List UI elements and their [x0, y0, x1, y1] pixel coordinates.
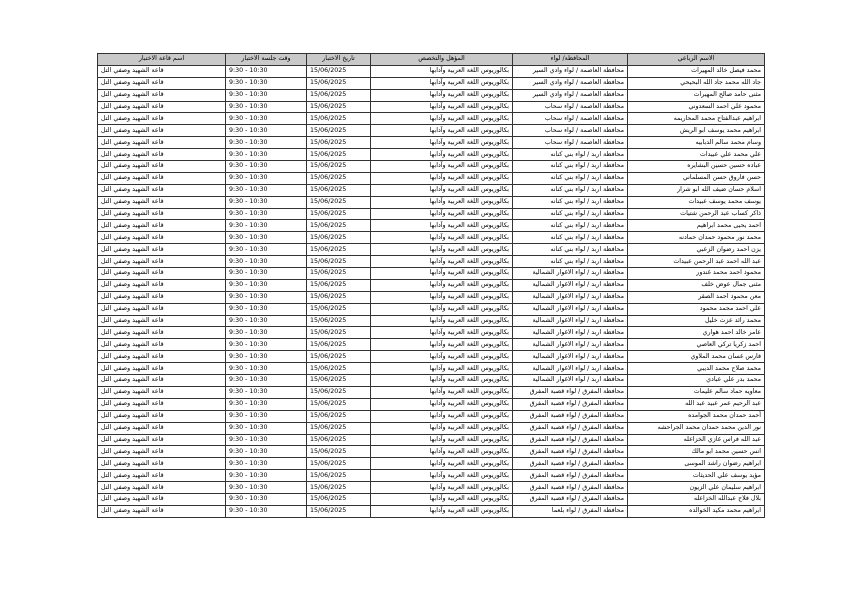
time-cell: 9:30 - 10:30: [226, 65, 307, 77]
governorate-cell: محافظة اربد / لواء بني كنانه: [513, 208, 628, 220]
qualification-cell: بكالوريوس اللغة العربية وآدابها: [371, 184, 513, 196]
name-cell: ابراهيم محمد مكيد الخوالده: [628, 505, 765, 517]
qualification-cell: بكالوريوس اللغة العربية وآدابها: [371, 125, 513, 137]
hall-cell: قاعة الشهيد وصفي التل: [98, 256, 226, 268]
qualification-cell: بكالوريوس اللغة العربية وآدابها: [371, 89, 513, 101]
governorate-cell: محافظة المفرق / لواء قصبة المفرق: [513, 386, 628, 398]
governorate-cell: محافظة المفرق / لواء قصبة المفرق: [513, 470, 628, 482]
governorate-cell: محافظة اربد / لواء الاغوار الشمالية: [513, 279, 628, 291]
header-name: الاسم الرباعي: [628, 54, 765, 66]
date-cell: 15/06/2025: [307, 125, 371, 137]
governorate-cell: محافظة اربد / لواء الاغوار الشمالية: [513, 351, 628, 363]
hall-cell: قاعة الشهيد وصفي التل: [98, 410, 226, 422]
name-cell: محمد فيصل خالد المهيرات: [628, 65, 765, 77]
qualification-cell: بكالوريوس اللغة العربية وآدابها: [371, 434, 513, 446]
hall-cell: قاعة الشهيد وصفي التل: [98, 137, 226, 149]
time-cell: 9:30 - 10:30: [226, 172, 307, 184]
name-cell: يوسف محمد يوسف عبيدات: [628, 196, 765, 208]
governorate-cell: محافظة اربد / لواء الاغوار الشمالية: [513, 363, 628, 375]
name-cell: فارس غسان محمد الملاوي: [628, 351, 765, 363]
governorate-cell: محافظة المفرق / لواء قصبة المفرق: [513, 410, 628, 422]
table-row: [98, 77, 765, 89]
name-cell: علي محمد علي عبيدات: [628, 149, 765, 161]
header-row: [98, 54, 765, 66]
date-cell: 15/06/2025: [307, 220, 371, 232]
table-row: [98, 244, 765, 256]
name-cell: عبد الرحيم عمر عبيد عبد الله: [628, 398, 765, 410]
date-cell: 15/06/2025: [307, 470, 371, 482]
time-cell: 9:30 - 10:30: [226, 196, 307, 208]
date-cell: 15/06/2025: [307, 375, 371, 387]
qualification-cell: بكالوريوس اللغة العربية وآدابها: [371, 268, 513, 280]
date-cell: 15/06/2025: [307, 398, 371, 410]
table-row: [98, 161, 765, 173]
exam-schedule-table: [97, 53, 765, 518]
document-sheet: [97, 53, 764, 518]
date-cell: 15/06/2025: [307, 101, 371, 113]
time-cell: 9:30 - 10:30: [226, 137, 307, 149]
qualification-cell: بكالوريوس اللغة العربية وآدابها: [371, 256, 513, 268]
qualification-cell: بكالوريوس اللغة العربية وآدابها: [371, 303, 513, 315]
header-hall: اسم قاعة الاختبار: [98, 54, 226, 66]
governorate-cell: محافظة اربد / لواء بني كنانه: [513, 161, 628, 173]
date-cell: 15/06/2025: [307, 505, 371, 517]
header-time: وقت جلسة الاختبار: [226, 54, 307, 66]
time-cell: 9:30 - 10:30: [226, 279, 307, 291]
time-cell: 9:30 - 10:30: [226, 505, 307, 517]
name-cell: حسن فاروق حسن المسلماني: [628, 172, 765, 184]
name-cell: احمد يحيى محمد ابراهيم: [628, 220, 765, 232]
hall-cell: قاعة الشهيد وصفي التل: [98, 172, 226, 184]
date-cell: 15/06/2025: [307, 113, 371, 125]
qualification-cell: بكالوريوس اللغة العربية وآدابها: [371, 137, 513, 149]
hall-cell: قاعة الشهيد وصفي التل: [98, 493, 226, 505]
qualification-cell: بكالوريوس اللغة العربية وآدابها: [371, 398, 513, 410]
table-row: [98, 113, 765, 125]
date-cell: 15/06/2025: [307, 410, 371, 422]
governorate-cell: محافظة المفرق / لواء قصبة المفرق: [513, 493, 628, 505]
time-cell: 9:30 - 10:30: [226, 398, 307, 410]
governorate-cell: محافظة اربد / لواء الاغوار الشمالية: [513, 268, 628, 280]
name-cell: اسلام حسان ضيف الله ابو شرار: [628, 184, 765, 196]
table-row: [98, 339, 765, 351]
hall-cell: قاعة الشهيد وصفي التل: [98, 422, 226, 434]
hall-cell: قاعة الشهيد وصفي التل: [98, 351, 226, 363]
hall-cell: قاعة الشهيد وصفي التل: [98, 113, 226, 125]
time-cell: 9:30 - 10:30: [226, 493, 307, 505]
header-qualification: المؤهل والتخصص: [371, 54, 513, 66]
governorate-cell: محافظة المفرق / لواء قصبة المفرق: [513, 398, 628, 410]
table-row: [98, 458, 765, 470]
date-cell: 15/06/2025: [307, 268, 371, 280]
date-cell: 15/06/2025: [307, 434, 371, 446]
qualification-cell: بكالوريوس اللغة العربية وآدابها: [371, 220, 513, 232]
time-cell: 9:30 - 10:30: [226, 208, 307, 220]
qualification-cell: بكالوريوس اللغة العربية وآدابها: [371, 339, 513, 351]
hall-cell: قاعة الشهيد وصفي التل: [98, 375, 226, 387]
table-row: [98, 470, 765, 482]
header-governorate: المحافظة/ لواء: [513, 54, 628, 66]
governorate-cell: محافظة اربد / لواء بني كنانه: [513, 172, 628, 184]
governorate-cell: محافظة اربد / لواء بني كنانه: [513, 256, 628, 268]
table-row: [98, 422, 765, 434]
governorate-cell: محافظة اربد / لواء بني كنانه: [513, 244, 628, 256]
time-cell: 9:30 - 10:30: [226, 256, 307, 268]
date-cell: 15/06/2025: [307, 89, 371, 101]
table-row: [98, 410, 765, 422]
qualification-cell: بكالوريوس اللغة العربية وآدابها: [371, 493, 513, 505]
governorate-cell: محافظة المفرق / لواء قصبة المفرق: [513, 458, 628, 470]
name-cell: وسام محمد سالم الدبابيه: [628, 137, 765, 149]
name-cell: علي احمد محمد محمود: [628, 303, 765, 315]
name-cell: احمد زكريا تركي العاصي: [628, 339, 765, 351]
date-cell: 15/06/2025: [307, 339, 371, 351]
time-cell: 9:30 - 10:30: [226, 410, 307, 422]
table-row: [98, 446, 765, 458]
qualification-cell: بكالوريوس اللغة العربية وآدابها: [371, 363, 513, 375]
governorate-cell: محافظة اربد / لواء الاغوار الشمالية: [513, 291, 628, 303]
date-cell: 15/06/2025: [307, 327, 371, 339]
qualification-cell: بكالوريوس اللغة العربية وآدابها: [371, 375, 513, 387]
date-cell: 15/06/2025: [307, 149, 371, 161]
hall-cell: قاعة الشهيد وصفي التل: [98, 77, 226, 89]
date-cell: 15/06/2025: [307, 446, 371, 458]
date-cell: 15/06/2025: [307, 422, 371, 434]
governorate-cell: محافظة اربد / لواء بني كنانه: [513, 232, 628, 244]
table-row: [98, 291, 765, 303]
governorate-cell: محافظة المفرق / لواء قصبة المفرق: [513, 446, 628, 458]
qualification-cell: بكالوريوس اللغة العربية وآدابها: [371, 470, 513, 482]
time-cell: 9:30 - 10:30: [226, 184, 307, 196]
name-cell: عامر خالد احمد هواري: [628, 327, 765, 339]
hall-cell: قاعة الشهيد وصفي التل: [98, 268, 226, 280]
governorate-cell: محافظة العاصمة / لواء سحاب: [513, 101, 628, 113]
hall-cell: قاعة الشهيد وصفي التل: [98, 125, 226, 137]
name-cell: ذاكر كساب عبد الرحمن شتيات: [628, 208, 765, 220]
time-cell: 9:30 - 10:30: [226, 89, 307, 101]
time-cell: 9:30 - 10:30: [226, 220, 307, 232]
hall-cell: قاعة الشهيد وصفي التل: [98, 482, 226, 494]
table-row: [98, 184, 765, 196]
hall-cell: قاعة الشهيد وصفي التل: [98, 339, 226, 351]
qualification-cell: بكالوريوس اللغة العربية وآدابها: [371, 196, 513, 208]
time-cell: 9:30 - 10:30: [226, 470, 307, 482]
date-cell: 15/06/2025: [307, 65, 371, 77]
time-cell: 9:30 - 10:30: [226, 363, 307, 375]
hall-cell: قاعة الشهيد وصفي التل: [98, 244, 226, 256]
time-cell: 9:30 - 10:30: [226, 339, 307, 351]
governorate-cell: محافظة العاصمة / لواء وادي السير: [513, 77, 628, 89]
table-row: [98, 505, 765, 517]
qualification-cell: بكالوريوس اللغة العربية وآدابها: [371, 113, 513, 125]
qualification-cell: بكالوريوس اللغة العربية وآدابها: [371, 65, 513, 77]
table-row: [98, 315, 765, 327]
hall-cell: قاعة الشهيد وصفي التل: [98, 232, 226, 244]
hall-cell: قاعة الشهيد وصفي التل: [98, 446, 226, 458]
hall-cell: قاعة الشهيد وصفي التل: [98, 196, 226, 208]
table-row: [98, 482, 765, 494]
name-cell: جاد الله محمد جاد الله البحيحي: [628, 77, 765, 89]
governorate-cell: محافظة العاصمة / لواء سحاب: [513, 125, 628, 137]
governorate-cell: محافظة اربد / لواء بني كنانه: [513, 196, 628, 208]
qualification-cell: بكالوريوس اللغة العربية وآدابها: [371, 315, 513, 327]
governorate-cell: محافظة المفرق / لواء بلعما: [513, 505, 628, 517]
date-cell: 15/06/2025: [307, 161, 371, 173]
table-row: [98, 363, 765, 375]
name-cell: مؤيد يوسف علي الحديثات: [628, 470, 765, 482]
qualification-cell: بكالوريوس اللغة العربية وآدابها: [371, 291, 513, 303]
qualification-cell: بكالوريوس اللغة العربية وآدابها: [371, 161, 513, 173]
time-cell: 9:30 - 10:30: [226, 482, 307, 494]
time-cell: 9:30 - 10:30: [226, 161, 307, 173]
date-cell: 15/06/2025: [307, 363, 371, 375]
time-cell: 9:30 - 10:30: [226, 101, 307, 113]
name-cell: عبد الله احمد عبد الرحمن عبيدات: [628, 256, 765, 268]
hall-cell: قاعة الشهيد وصفي التل: [98, 303, 226, 315]
name-cell: مثنى حامد صالح المهيرات: [628, 89, 765, 101]
governorate-cell: محافظة اربد / لواء الاغوار الشمالية: [513, 303, 628, 315]
date-cell: 15/06/2025: [307, 244, 371, 256]
table-row: [98, 327, 765, 339]
name-cell: ابراهيم محمد يوسف ابو الريش: [628, 125, 765, 137]
table-row: [98, 434, 765, 446]
date-cell: 15/06/2025: [307, 482, 371, 494]
date-cell: 15/06/2025: [307, 196, 371, 208]
name-cell: محمد نور محمود حمدان حمادنه: [628, 232, 765, 244]
date-cell: 15/06/2025: [307, 137, 371, 149]
table-row: [98, 303, 765, 315]
table-row: [98, 268, 765, 280]
qualification-cell: بكالوريوس اللغة العربية وآدابها: [371, 386, 513, 398]
date-cell: 15/06/2025: [307, 458, 371, 470]
time-cell: 9:30 - 10:30: [226, 149, 307, 161]
time-cell: 9:30 - 10:30: [226, 113, 307, 125]
governorate-cell: محافظة المفرق / لواء قصبة المفرق: [513, 434, 628, 446]
time-cell: 9:30 - 10:30: [226, 268, 307, 280]
qualification-cell: بكالوريوس اللغة العربية وآدابها: [371, 77, 513, 89]
hall-cell: قاعة الشهيد وصفي التل: [98, 149, 226, 161]
table-row: [98, 65, 765, 77]
date-cell: 15/06/2025: [307, 172, 371, 184]
hall-cell: قاعة الشهيد وصفي التل: [98, 184, 226, 196]
hall-cell: قاعة الشهيد وصفي التل: [98, 101, 226, 113]
date-cell: 15/06/2025: [307, 351, 371, 363]
governorate-cell: محافظة المفرق / لواء قصبة المفرق: [513, 422, 628, 434]
time-cell: 9:30 - 10:30: [226, 327, 307, 339]
time-cell: 9:30 - 10:30: [226, 458, 307, 470]
time-cell: 9:30 - 10:30: [226, 386, 307, 398]
qualification-cell: بكالوريوس اللغة العربية وآدابها: [371, 458, 513, 470]
qualification-cell: بكالوريوس اللغة العربية وآدابها: [371, 208, 513, 220]
hall-cell: قاعة الشهيد وصفي التل: [98, 65, 226, 77]
name-cell: ابراهيم عبدالفتاح محمد المحاريمه: [628, 113, 765, 125]
table-row: [98, 172, 765, 184]
governorate-cell: محافظة العاصمة / لواء سحاب: [513, 113, 628, 125]
date-cell: 15/06/2025: [307, 493, 371, 505]
time-cell: 9:30 - 10:30: [226, 434, 307, 446]
time-cell: 9:30 - 10:30: [226, 244, 307, 256]
table-row: [98, 89, 765, 101]
name-cell: بلال فلاح عبدالله الخزاعله: [628, 493, 765, 505]
name-cell: نور الدين محمد حمدان محمد الجراحشه: [628, 422, 765, 434]
table-row: [98, 196, 765, 208]
date-cell: 15/06/2025: [307, 77, 371, 89]
qualification-cell: بكالوريوس اللغة العربية وآدابها: [371, 101, 513, 113]
qualification-cell: بكالوريوس اللغة العربية وآدابها: [371, 446, 513, 458]
name-cell: معن محمود احمد الصقر: [628, 291, 765, 303]
name-cell: ابراهيم سليمان علي الزيون: [628, 482, 765, 494]
name-cell: يزن احمد رضوان الزعبي: [628, 244, 765, 256]
qualification-cell: بكالوريوس اللغة العربية وآدابها: [371, 149, 513, 161]
table-row: [98, 208, 765, 220]
name-cell: مثنى جمال عوض خلف: [628, 279, 765, 291]
table-row: [98, 232, 765, 244]
date-cell: 15/06/2025: [307, 232, 371, 244]
table-row: [98, 256, 765, 268]
name-cell: ابراهيم رضوان راشد الموسى: [628, 458, 765, 470]
hall-cell: قاعة الشهيد وصفي التل: [98, 398, 226, 410]
date-cell: 15/06/2025: [307, 315, 371, 327]
qualification-cell: بكالوريوس اللغة العربية وآدابها: [371, 327, 513, 339]
governorate-cell: محافظة اربد / لواء بني كنانه: [513, 220, 628, 232]
hall-cell: قاعة الشهيد وصفي التل: [98, 363, 226, 375]
governorate-cell: محافظة اربد / لواء بني كنانه: [513, 184, 628, 196]
qualification-cell: بكالوريوس اللغة العربية وآدابها: [371, 482, 513, 494]
qualification-cell: بكالوريوس اللغة العربية وآدابها: [371, 505, 513, 517]
date-cell: 15/06/2025: [307, 279, 371, 291]
date-cell: 15/06/2025: [307, 291, 371, 303]
name-cell: محمود علي احمد السعدوني: [628, 101, 765, 113]
hall-cell: قاعة الشهيد وصفي التل: [98, 434, 226, 446]
table-row: [98, 279, 765, 291]
hall-cell: قاعة الشهيد وصفي التل: [98, 315, 226, 327]
date-cell: 15/06/2025: [307, 256, 371, 268]
hall-cell: قاعة الشهيد وصفي التل: [98, 458, 226, 470]
time-cell: 9:30 - 10:30: [226, 375, 307, 387]
qualification-cell: بكالوريوس اللغة العربية وآدابها: [371, 351, 513, 363]
qualification-cell: بكالوريوس اللغة العربية وآدابها: [371, 172, 513, 184]
governorate-cell: محافظة العاصمة / لواء سحاب: [513, 137, 628, 149]
table-row: [98, 375, 765, 387]
table-row: [98, 125, 765, 137]
governorate-cell: محافظة اربد / لواء بني كنانه: [513, 149, 628, 161]
table-row: [98, 386, 765, 398]
governorate-cell: محافظة اربد / لواء الاغوار الشمالية: [513, 315, 628, 327]
qualification-cell: بكالوريوس اللغة العربية وآدابها: [371, 232, 513, 244]
qualification-cell: بكالوريوس اللغة العربية وآدابها: [371, 410, 513, 422]
time-cell: 9:30 - 10:30: [226, 446, 307, 458]
governorate-cell: محافظة العاصمة / لواء وادي السير: [513, 65, 628, 77]
governorate-cell: محافظة العاصمة / لواء وادي السير: [513, 89, 628, 101]
hall-cell: قاعة الشهيد وصفي التل: [98, 89, 226, 101]
hall-cell: قاعة الشهيد وصفي التل: [98, 386, 226, 398]
hall-cell: قاعة الشهيد وصفي التل: [98, 208, 226, 220]
table-row: [98, 101, 765, 113]
table-row: [98, 398, 765, 410]
header-date: تاريخ الاختبار: [307, 54, 371, 66]
table-row: [98, 493, 765, 505]
hall-cell: قاعة الشهيد وصفي التل: [98, 279, 226, 291]
hall-cell: قاعة الشهيد وصفي التل: [98, 161, 226, 173]
time-cell: 9:30 - 10:30: [226, 351, 307, 363]
hall-cell: قاعة الشهيد وصفي التل: [98, 505, 226, 517]
table-row: [98, 149, 765, 161]
time-cell: 9:30 - 10:30: [226, 303, 307, 315]
time-cell: 9:30 - 10:30: [226, 77, 307, 89]
name-cell: محمد رائد عزت خليل: [628, 315, 765, 327]
name-cell: محمود احمد محمد غندور: [628, 268, 765, 280]
date-cell: 15/06/2025: [307, 184, 371, 196]
governorate-cell: محافظة اربد / لواء الاغوار الشمالية: [513, 327, 628, 339]
time-cell: 9:30 - 10:30: [226, 291, 307, 303]
table-row: [98, 351, 765, 363]
date-cell: 15/06/2025: [307, 208, 371, 220]
table-row: [98, 220, 765, 232]
table-row: [98, 137, 765, 149]
name-cell: أحمد حمدان محمد الجوامده: [628, 410, 765, 422]
name-cell: محمد صلاح محمد الديبي: [628, 363, 765, 375]
hall-cell: قاعة الشهيد وصفي التل: [98, 470, 226, 482]
date-cell: 15/06/2025: [307, 303, 371, 315]
time-cell: 9:30 - 10:30: [226, 125, 307, 137]
name-cell: معاويه حماد سالم عليمات: [628, 386, 765, 398]
time-cell: 9:30 - 10:30: [226, 315, 307, 327]
table-body: [98, 65, 765, 517]
qualification-cell: بكالوريوس اللغة العربية وآدابها: [371, 279, 513, 291]
name-cell: عبد الله فراس غازي الخزاعله: [628, 434, 765, 446]
name-cell: محمد بدر علي عبادي: [628, 375, 765, 387]
hall-cell: قاعة الشهيد وصفي التل: [98, 220, 226, 232]
governorate-cell: محافظة اربد / لواء الاغوار الشمالية: [513, 375, 628, 387]
qualification-cell: بكالوريوس اللغة العربية وآدابها: [371, 244, 513, 256]
governorate-cell: محافظة المفرق / لواء قصبة المفرق: [513, 482, 628, 494]
time-cell: 9:30 - 10:30: [226, 232, 307, 244]
date-cell: 15/06/2025: [307, 386, 371, 398]
name-cell: انس حسين محمد ابو مالك: [628, 446, 765, 458]
name-cell: عباده حسين حسين البشايره: [628, 161, 765, 173]
time-cell: 9:30 - 10:30: [226, 422, 307, 434]
hall-cell: قاعة الشهيد وصفي التل: [98, 291, 226, 303]
qualification-cell: بكالوريوس اللغة العربية وآدابها: [371, 422, 513, 434]
governorate-cell: محافظة اربد / لواء الاغوار الشمالية: [513, 339, 628, 351]
hall-cell: قاعة الشهيد وصفي التل: [98, 327, 226, 339]
